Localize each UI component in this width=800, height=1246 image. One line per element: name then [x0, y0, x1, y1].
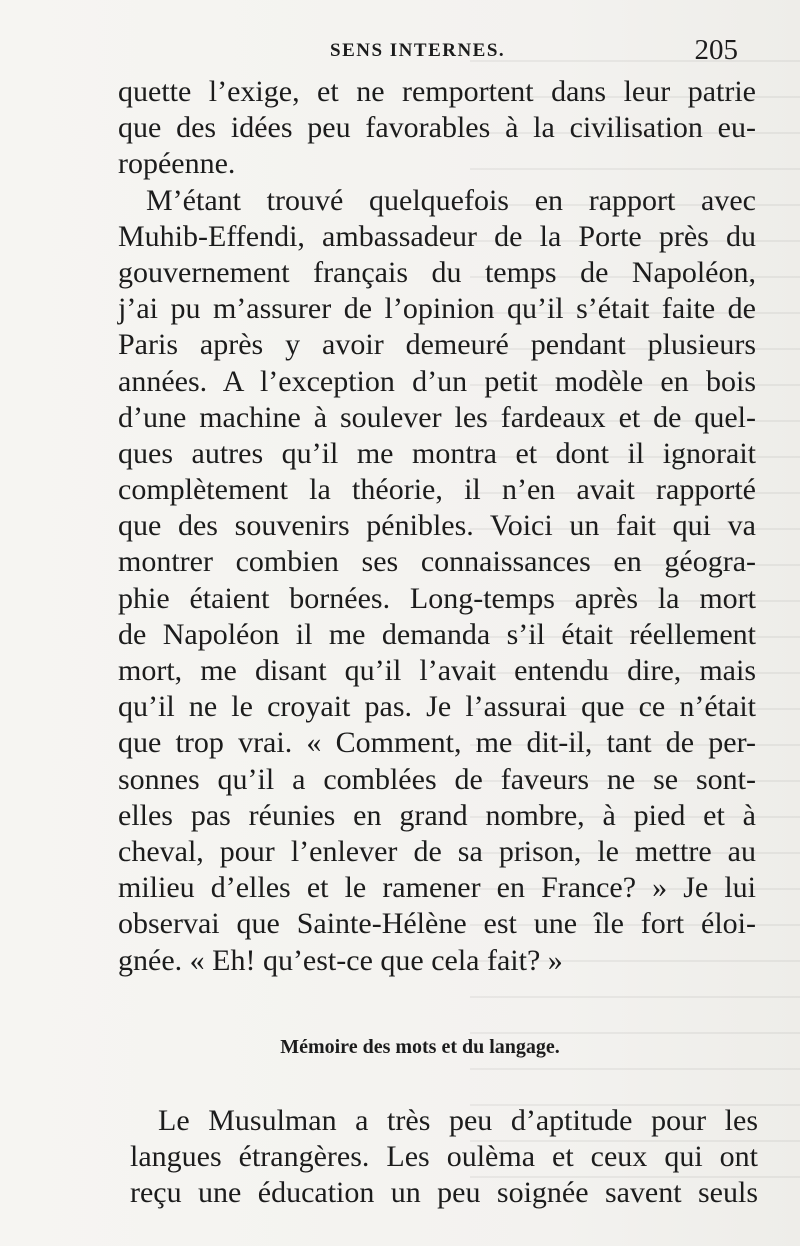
text-line: complètement la théorie, il n’en avait rapporté: [118, 473, 756, 507]
text-line: montrer combien ses connaissances en géogra-: [118, 545, 756, 579]
text-line: Paris après y avoir demeuré pendant plusieurs: [118, 328, 756, 362]
text-line: M’étant trouvé quelquefois en rapport avec: [146, 183, 756, 217]
text-line: milieu d’elles et le ramener en France? » Je lui: [118, 871, 756, 905]
main-text: [118, 74, 756, 979]
text-line: de Napoléon il me demanda s’il était réellement: [118, 617, 756, 651]
text-line: observai que Sainte-Hélène est une île fort éloi-: [118, 907, 756, 941]
running-head: SENS INTERNES.: [330, 40, 506, 61]
page-number: 205: [694, 34, 738, 66]
text-line: j’ai pu m’assurer de l’opinion qu’il s’était faite de: [118, 292, 756, 326]
text-line: Le Musulman a très peu d’aptitude pour les: [158, 1104, 758, 1137]
text-line: ropéenne.: [118, 147, 236, 181]
text-line: que des idées peu favorables à la civilisation eu-: [118, 111, 756, 145]
text-line: phie étaient bornées. Long-temps après la mort: [118, 581, 756, 615]
text-line: d’une machine à soulever les fardeaux et de quel-: [118, 400, 756, 434]
text-line: reçu une éducation un peu soignée savent seuls: [130, 1176, 758, 1210]
text-line: sonnes qu’il a comblées de faveurs ne se sont-: [118, 762, 756, 796]
text-line: que trop vrai. « Comment, me dit-il, tant de per-: [118, 726, 756, 760]
text-line: gnée. « Eh! qu’est-ce que cela fait? »: [118, 943, 563, 977]
text-line: que des souvenirs pénibles. Voici un fait qui va: [118, 509, 756, 543]
main-text-continued: [130, 1103, 758, 1212]
page-header: [118, 34, 738, 74]
text-line: cheval, pour l’enlever de sa prison, le mettre au: [118, 834, 756, 868]
section-title: Mémoire des mots et du langage.: [280, 1036, 560, 1058]
text-line: ques autres qu’il me montra et dont il ignorait: [118, 436, 756, 470]
text-line: quette l’exige, et ne remportent dans leur patrie: [118, 75, 756, 108]
text-line: Muhib-Effendi, ambassadeur de la Porte près du: [118, 219, 756, 253]
text-line: langues étrangères. Les oulèma et ceux qui ont: [130, 1140, 758, 1174]
text-line: elles pas réunies en grand nombre, à pied et à: [118, 798, 756, 832]
text-line: qu’il ne le croyait pas. Je l’assurai que ce n’était: [118, 690, 756, 724]
text-line: mort, me disant qu’il l’avait entendu dire, mais: [118, 654, 756, 687]
text-line: gouvernement français du temps de Napoléon,: [118, 255, 756, 289]
text-line: années. A l’exception d’un petit modèle en bois: [118, 364, 756, 398]
